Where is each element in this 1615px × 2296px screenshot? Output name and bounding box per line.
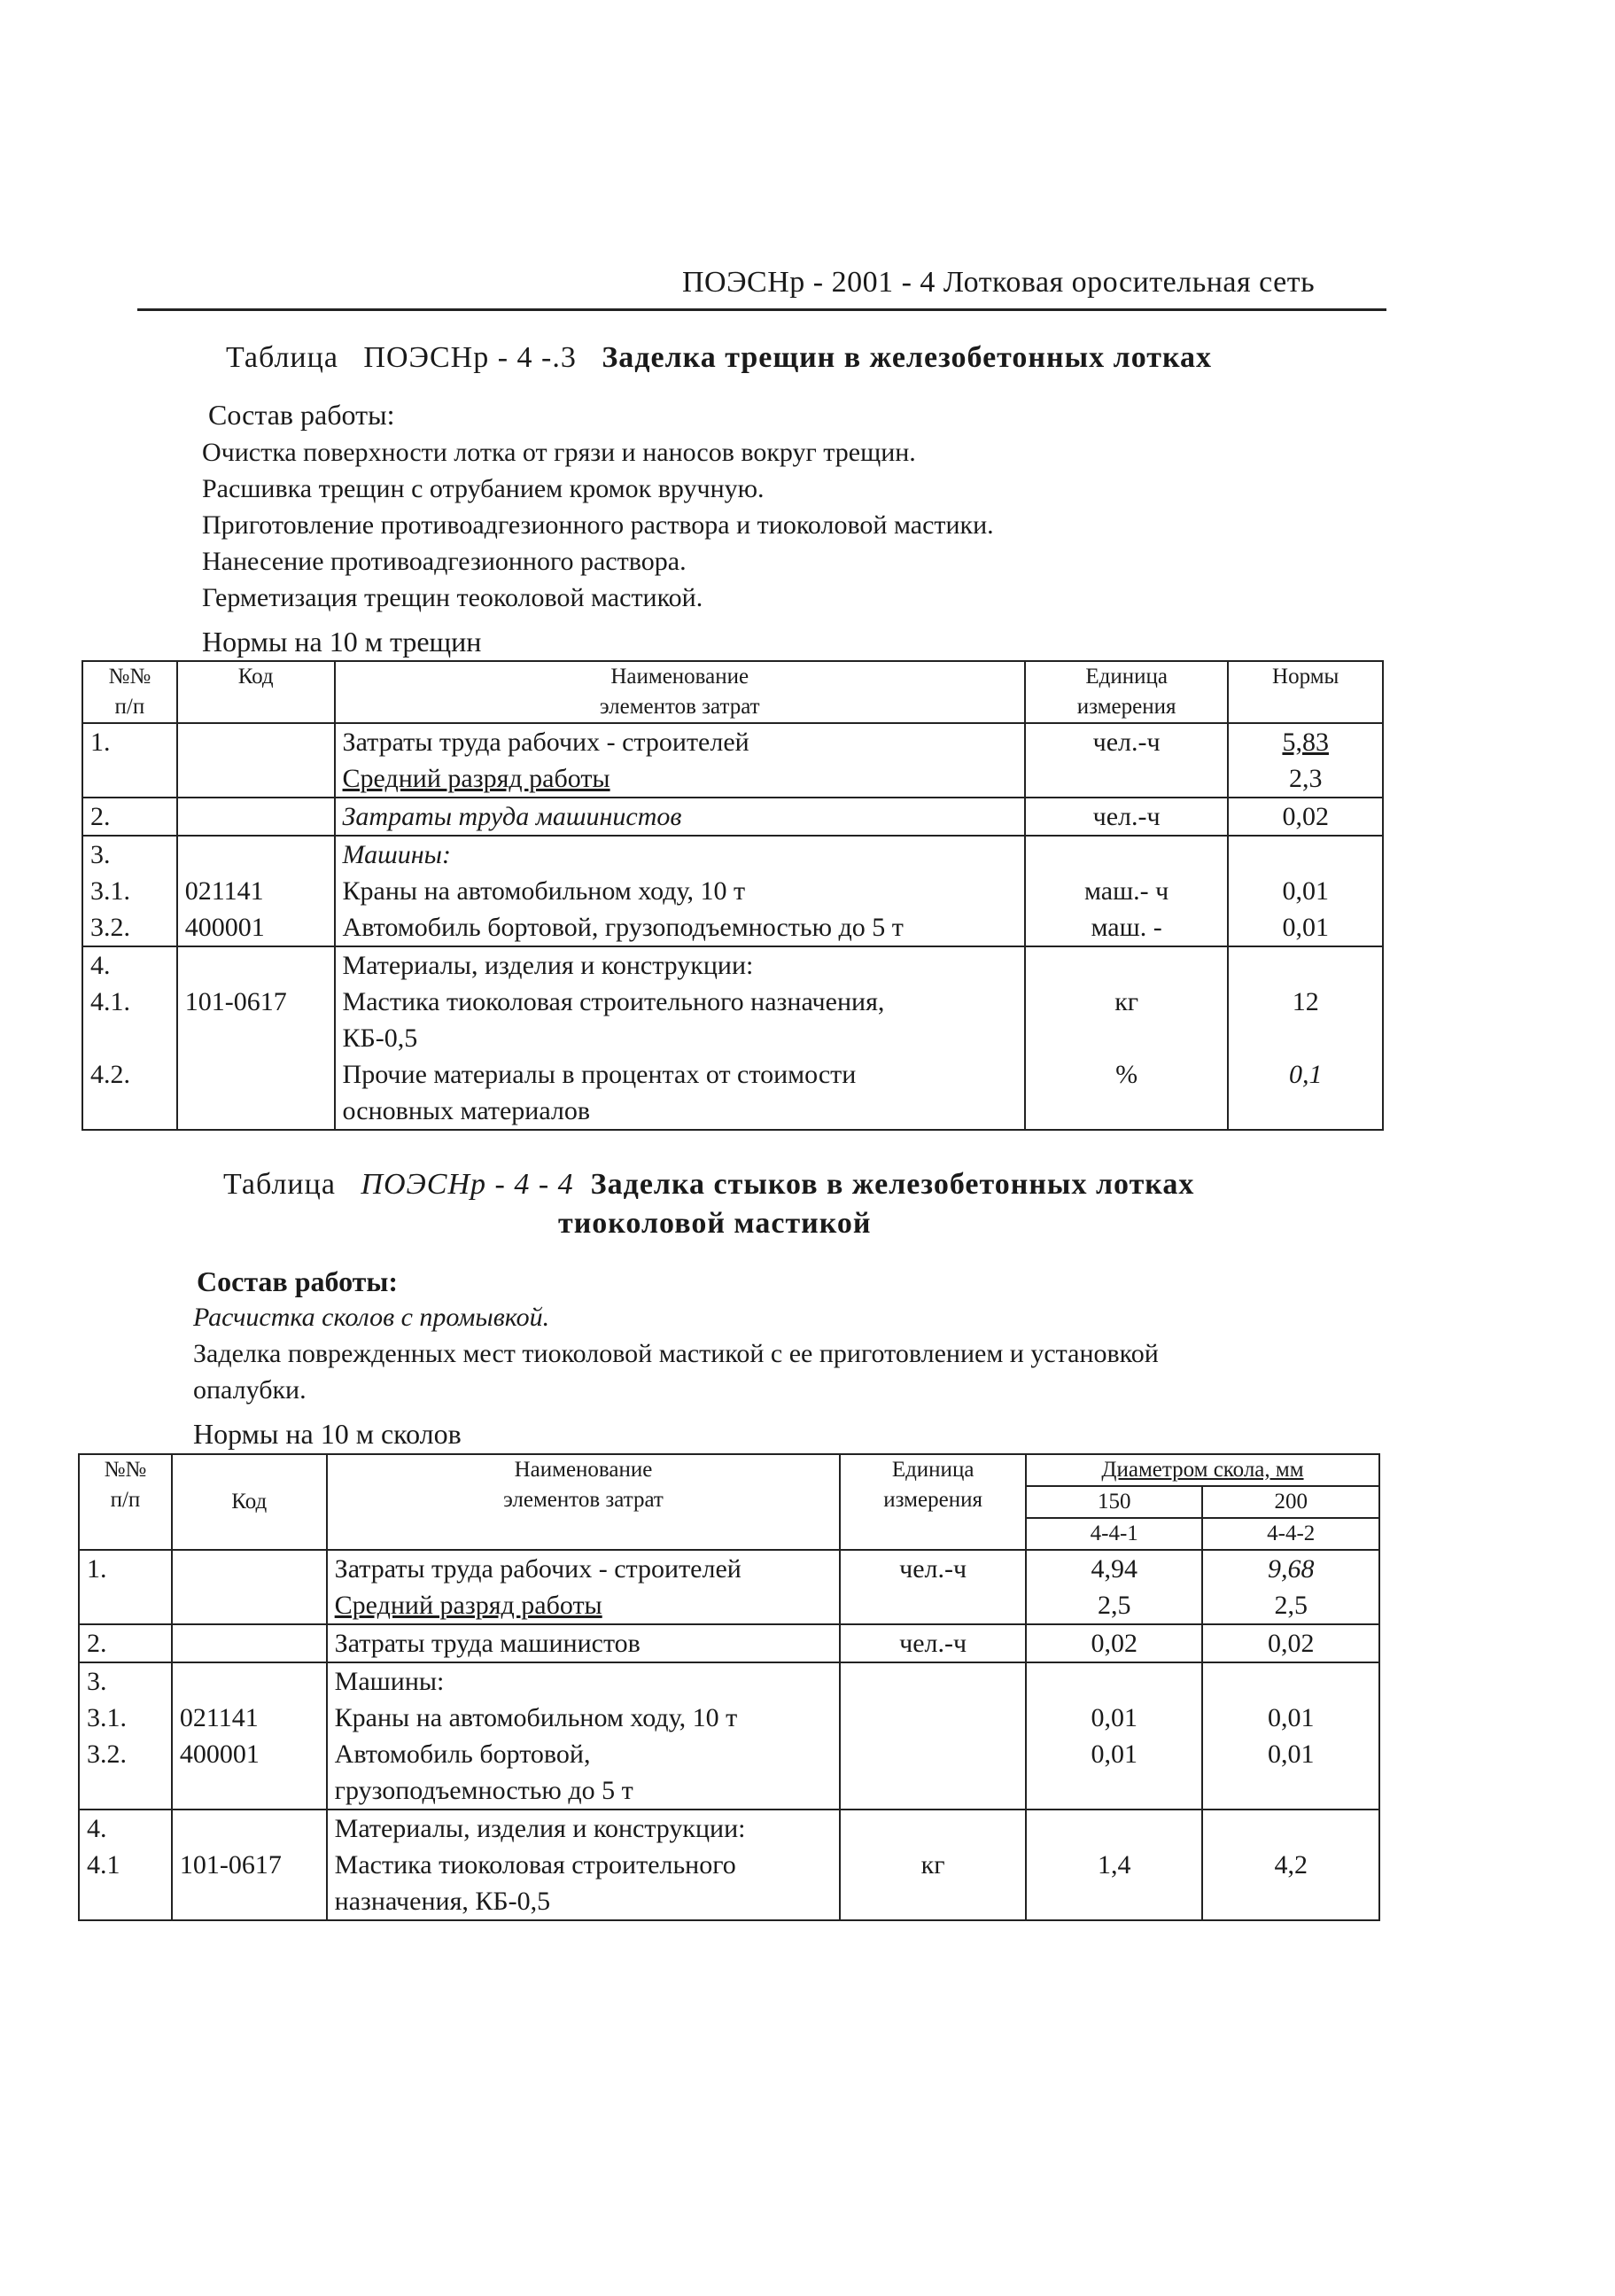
table1-norms-caption: Нормы на 10 м трещин [202, 626, 482, 658]
col-header-code2: 4-4-2 [1202, 1518, 1379, 1550]
row-value-150: 1,4 [1026, 1810, 1203, 1920]
table1-composition-label: Состав работы: [208, 399, 395, 431]
table2 [78, 1453, 1380, 1921]
row-num: 1. [82, 723, 177, 798]
row-name: Затраты труда машинистов [335, 798, 1025, 836]
row-num: 2. [79, 1624, 172, 1662]
header-rule [137, 308, 1386, 311]
table2-composition [193, 1299, 1159, 1408]
col-header-name: Наименование элементов затрат [335, 661, 1025, 723]
table-row [82, 836, 1383, 946]
col-header-d150: 150 [1026, 1486, 1203, 1518]
row-value-150: 4,94 2,5 [1026, 1550, 1203, 1624]
row-value-150: 0,01 0,01 [1026, 1662, 1203, 1810]
col-header-name: Наименование элементов затрат [327, 1454, 841, 1550]
row-name: Затраты труда машинистов [327, 1624, 841, 1662]
table2-title-line2: тиоколовой мастикой [558, 1207, 872, 1240]
row-code: 021141 400001 [177, 836, 335, 946]
col-header-code1: 4-4-1 [1026, 1518, 1203, 1550]
table2-name: Заделка стыков в железобетонных лотках [590, 1168, 1195, 1201]
row-num: 1. [79, 1550, 172, 1624]
row-unit: чел.-ч [1025, 723, 1228, 798]
row-num: 2. [82, 798, 177, 836]
table2-norms-caption: Нормы на 10 м сколов [193, 1418, 462, 1450]
row-code: 101-0617 [172, 1810, 327, 1920]
row-unit: чел.-ч [840, 1624, 1026, 1662]
composition-line: опалубки. [193, 1375, 307, 1405]
table1-code: ПОЭСНр - 4 -.3 [363, 341, 577, 374]
table1-composition [202, 434, 994, 616]
table2-header-row [79, 1454, 1379, 1486]
col-header-num: №№ п/п [82, 661, 177, 723]
row-num: 3. 3.1. 3.2. [82, 836, 177, 946]
row-value: 5,83 2,3 [1228, 723, 1383, 798]
row-value-200: 0,01 0,01 [1202, 1662, 1379, 1810]
table1 [82, 660, 1384, 1131]
row-name: Материалы, изделия и конструкции: Мастика тиоколовая строительного назначения, КБ-0,5 Прочие материалы в процентах от стоимости основных материалов [335, 946, 1025, 1130]
composition-line: Очистка поверхности лотка от грязи и наносов вокруг трещин. [202, 438, 916, 467]
row-num: 4. 4.1. 4.2. [82, 946, 177, 1130]
table2-composition-label: Состав работы: [197, 1265, 399, 1297]
row-value-150: 0,02 [1026, 1624, 1203, 1662]
composition-line: Расшивка трещин с отрубанием кромок вручную. [202, 474, 765, 503]
row-value: 0,02 [1228, 798, 1383, 836]
col-header-d200: 200 [1202, 1486, 1379, 1518]
row-name: Машины: Краны на автомобильном ходу, 10 т Автомобиль бортовой, грузоподъемностью до 5 т [335, 836, 1025, 946]
row-code: 021141 400001 [172, 1662, 327, 1810]
row-unit: чел.-ч [840, 1550, 1026, 1624]
table1-header-row [82, 661, 1383, 723]
row-value: 0,01 0,01 [1228, 836, 1383, 946]
row-value: 12 0,1 [1228, 946, 1383, 1130]
row-code [172, 1624, 327, 1662]
col-header-diameter: Диаметром скола, мм [1026, 1454, 1379, 1486]
col-header-code: Код [172, 1454, 327, 1550]
row-value-200: 9,68 2,5 [1202, 1550, 1379, 1624]
table-row [79, 1550, 1379, 1624]
row-unit: кг [840, 1810, 1026, 1920]
table2-title [223, 1168, 1194, 1202]
row-name: Машины: Краны на автомобильном ходу, 10 т Автомобиль бортовой, грузоподъемностью до 5 т [327, 1662, 841, 1810]
row-num: 3. 3.1. 3.2. [79, 1662, 172, 1810]
row-unit: кг % [1025, 946, 1228, 1130]
composition-line: Заделка поврежденных мест тиоколовой мастикой с ее приготовлением и установкой [193, 1339, 1159, 1368]
row-name: Материалы, изделия и конструкции: Мастика тиоколовая строительного назначения, КБ-0,5 [327, 1810, 841, 1920]
row-value-200: 0,02 [1202, 1624, 1379, 1662]
table-row [82, 946, 1383, 1130]
row-code [172, 1550, 327, 1624]
row-unit: чел.-ч [1025, 798, 1228, 836]
composition-line: Приготовление противоадгезионного раствора и тиоколовой мастики. [202, 510, 994, 540]
table1-label: Таблица [226, 341, 338, 374]
table2-code: ПОЭСНр - 4 - 4 [361, 1168, 574, 1201]
table-row [82, 798, 1383, 836]
table-row [82, 723, 1383, 798]
col-header-code: Код [177, 661, 335, 723]
row-code [177, 723, 335, 798]
col-header-unit: Единица измерения [1025, 661, 1228, 723]
row-name: Затраты труда рабочих - строителей Средний разряд работы [335, 723, 1025, 798]
row-code [177, 798, 335, 836]
col-header-unit: Единица измерения [840, 1454, 1026, 1550]
row-num: 4. 4.1 [79, 1810, 172, 1920]
composition-line: Нанесение противоадгезионного раствора. [202, 547, 687, 576]
row-unit [840, 1662, 1026, 1810]
composition-line: Герметизация трещин теоколовой мастикой. [202, 583, 703, 612]
table1-name: Заделка трещин в железобетонных лотках [602, 341, 1213, 374]
table2-label: Таблица [223, 1168, 336, 1201]
composition-line: Расчистка сколов с промывкой. [193, 1303, 550, 1332]
row-value-200: 4,2 [1202, 1810, 1379, 1920]
table-row [79, 1662, 1379, 1810]
document-header: ПОЭСНр - 2001 - 4 Лотковая оросительная сеть [682, 266, 1316, 299]
col-header-num: №№ п/п [79, 1454, 172, 1550]
row-code: 101-0617 [177, 946, 335, 1130]
table-row [79, 1810, 1379, 1920]
row-name: Затраты труда рабочих - строителей Средний разряд работы [327, 1550, 841, 1624]
table-row [79, 1624, 1379, 1662]
row-unit: маш.- ч маш. - [1025, 836, 1228, 946]
table1-title [226, 341, 1212, 375]
col-header-norms: Нормы [1228, 661, 1383, 723]
